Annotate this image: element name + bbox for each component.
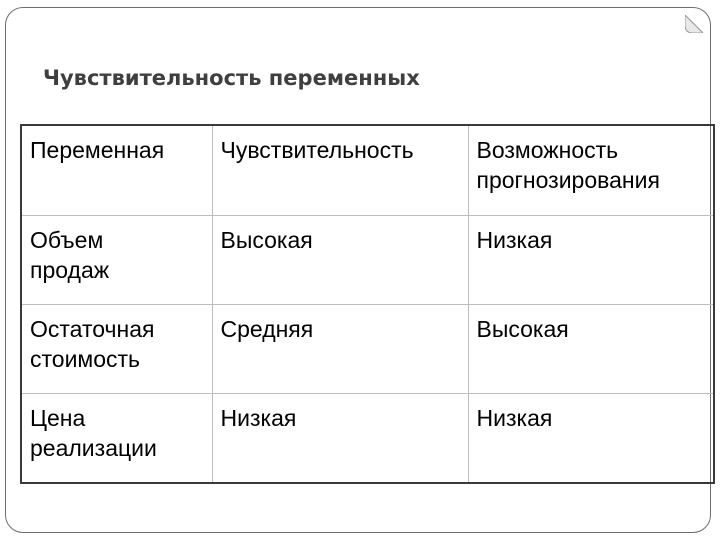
header-cell-sensitivity (212, 125, 468, 215)
cell-text: Средняя (220, 315, 314, 342)
table-row (21, 304, 714, 393)
table-row (21, 215, 714, 304)
header-text: Переменная (30, 137, 165, 163)
cell-text: продаж (30, 256, 110, 283)
cell-text: Остаточная (30, 315, 155, 342)
table-cell-forecastability (468, 304, 714, 393)
cell-text: реализации (30, 434, 157, 461)
header-text: прогнозирования (476, 167, 660, 193)
cell-text: Низкая (476, 226, 553, 253)
cell-text: Высокая (220, 226, 313, 253)
header-text: Возможность (476, 137, 619, 163)
table-cell-forecastability (468, 215, 714, 304)
cell-text: стоимость (30, 345, 141, 372)
header-text: Чувствительность (220, 137, 414, 163)
table-cell-variable (21, 215, 212, 304)
sensitivity-table (20, 124, 715, 484)
header-cell-forecastability (468, 125, 714, 215)
header-cell-variable (21, 125, 212, 215)
cell-text: Высокая (476, 315, 569, 342)
table-header-row (21, 125, 714, 215)
cell-text: Низкая (220, 404, 297, 431)
slide-title: Чувствительность переменных (43, 66, 420, 90)
table-cell-sensitivity (212, 215, 468, 304)
cell-text: Объем (30, 226, 104, 253)
cell-text: Цена (30, 404, 86, 431)
page-corner-fold-icon (685, 15, 703, 33)
table-cell-forecastability (468, 393, 714, 483)
table-row (21, 393, 714, 483)
table-cell-variable (21, 393, 212, 483)
table-cell-variable (21, 304, 212, 393)
cell-text: Низкая (476, 404, 553, 431)
table-cell-sensitivity (212, 304, 468, 393)
table-cell-sensitivity (212, 393, 468, 483)
